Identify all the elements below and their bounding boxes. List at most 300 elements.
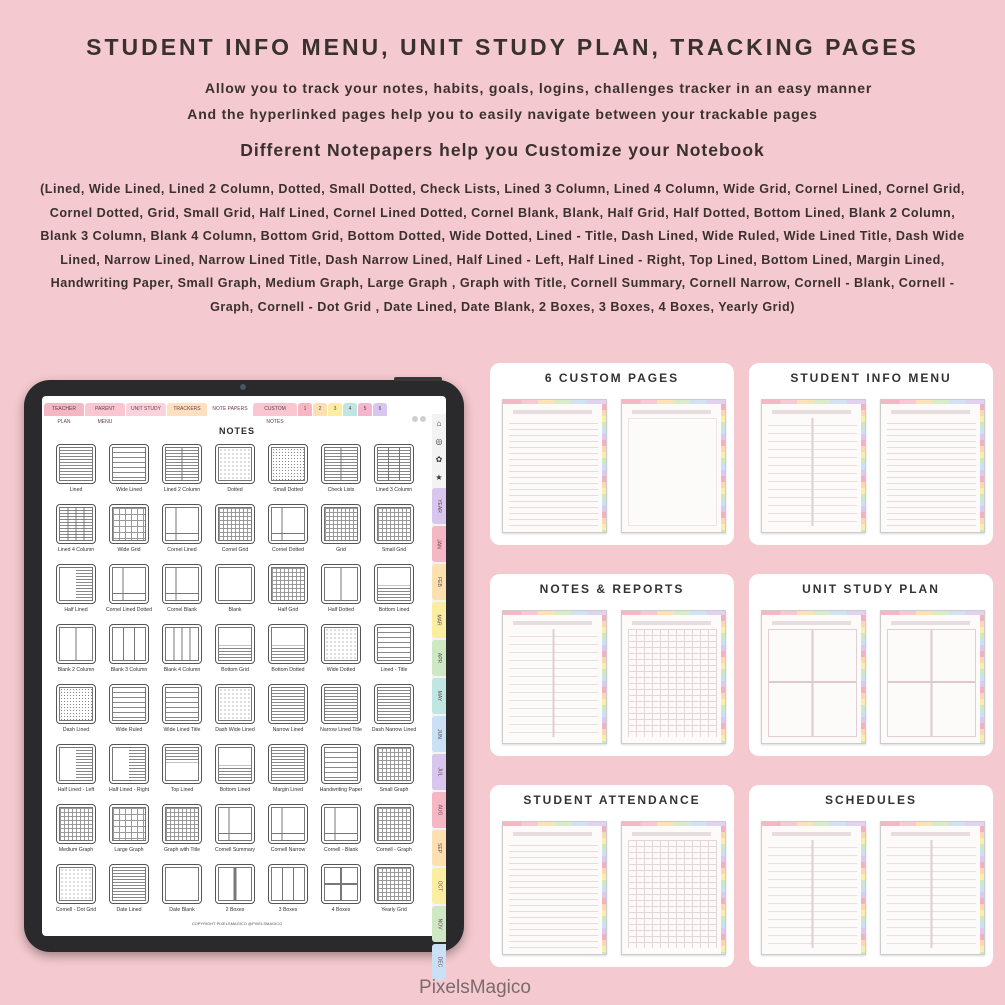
notepaper-item[interactable] [262,864,314,924]
notepaper-item[interactable] [156,444,208,504]
notepaper-thumbnail[interactable] [215,684,255,724]
notepaper-preview [377,627,411,661]
notepaper-thumbnail[interactable] [268,564,308,604]
preview-page-body [509,629,598,737]
brand-watermark: PixelsMagico [419,977,531,998]
sidebar-tab-oct[interactable] [432,868,446,904]
notepaper-label: Half Dotted [328,607,354,613]
page-title: STUDENT INFO MENU, UNIT STUDY PLAN, TRACKING PAGES [86,34,919,60]
notepaper-label: Cornel Grid [221,547,249,553]
notepaper-preview [377,507,411,541]
settings-icon[interactable]: ✿ [435,454,443,464]
notepaper-thumbnail[interactable] [162,864,202,904]
notepaper-item[interactable] [50,564,102,624]
preview-page-sidebar [602,615,606,743]
notepaper-thumbnail[interactable] [215,624,255,664]
notepaper-preview [112,447,146,481]
notepaper-preview [165,747,199,781]
notepaper-item[interactable] [156,684,208,744]
notepaper-thumbnail[interactable] [56,864,96,904]
preview-page-sidebar [721,615,725,743]
notepaper-label: Half Lined [64,607,88,613]
notepaper-preview [112,627,146,661]
notepaper-thumbnail[interactable] [109,624,149,664]
sidebar-tab-may[interactable] [432,678,446,714]
preview-page-tabs [762,822,865,826]
notepaper-preview [377,447,411,481]
notepaper-item[interactable] [262,564,314,624]
notepaper-label: Check Lists [327,487,355,493]
preview-card-title: 6 CUSTOM PAGES [544,371,680,385]
preview-page [502,821,607,955]
notepaper-label: 4 Boxes [331,907,351,913]
notepaper-thumbnail[interactable] [109,564,149,604]
sidebar-tab-jan[interactable] [432,526,446,562]
notepaper-thumbnail[interactable] [374,684,414,724]
notepaper-preview [218,867,252,901]
preview-card-title: STUDENT INFO MENU [790,371,952,385]
preview-page-tabs [503,822,606,826]
notepaper-thumbnail[interactable] [374,444,414,484]
notepaper-thumbnail[interactable] [321,504,361,544]
preview-page-tabs [762,611,865,615]
notepaper-preview [59,747,93,781]
notepaper-thumbnail[interactable] [56,564,96,604]
preview-card [490,363,734,545]
notepaper-preview [218,447,252,481]
notepaper-item[interactable] [368,564,420,624]
notepaper-thumbnail[interactable] [321,684,361,724]
notepaper-thumbnail[interactable] [374,744,414,784]
notepaper-item[interactable] [50,864,102,924]
tab-6[interactable]: 6 [373,403,387,416]
preview-page-body [628,629,717,737]
preview-page-body [509,840,598,948]
tab-parent-menu[interactable]: PARENT MENU [85,403,125,416]
notepaper-label: Medium Graph [58,847,94,853]
notepaper-item[interactable] [368,504,420,564]
notepaper-item[interactable] [315,744,367,804]
tab-3[interactable]: 3 [328,403,342,416]
preview-page-header [772,832,851,836]
notepaper-thumbnail[interactable] [109,444,149,484]
notepaper-preview [59,627,93,661]
notepaper-item[interactable] [262,744,314,804]
preview-card [490,574,734,756]
notepaper-preview [112,567,146,601]
preview-page-sidebar [980,404,984,532]
preview-page [761,610,866,744]
notepaper-item[interactable] [262,444,314,504]
notepaper-item[interactable] [368,684,420,744]
notepaper-item[interactable] [315,564,367,624]
notepaper-thumbnail[interactable] [268,744,308,784]
notepaper-item[interactable] [50,624,102,684]
tab-1[interactable]: 1 [298,403,312,416]
notepaper-label: Half Lined - Left [57,787,95,793]
notepaper-label: Date Lined [116,907,142,913]
notepaper-preview [324,627,358,661]
notepaper-thumbnail[interactable] [268,444,308,484]
notepaper-item[interactable] [368,864,420,924]
notepaper-item[interactable] [315,624,367,684]
preview-page-sidebar [602,404,606,532]
notepaper-item[interactable] [209,864,261,924]
notepaper-thumbnail[interactable] [268,624,308,664]
notepaper-item[interactable] [315,684,367,744]
notepaper-item[interactable] [315,444,367,504]
notepaper-item[interactable] [209,624,261,684]
preview-page-header [632,410,711,414]
notepaper-item[interactable] [368,444,420,504]
window-dot-icon [420,416,426,422]
notepaper-thumbnail[interactable] [321,804,361,844]
notepaper-item[interactable] [103,564,155,624]
notepaper-item[interactable] [368,744,420,804]
notepaper-preview [324,567,358,601]
preview-page [880,610,985,744]
notepaper-preview [271,627,305,661]
notepaper-preview [218,627,252,661]
notepaper-thumbnail[interactable] [162,504,202,544]
notepaper-preview [218,567,252,601]
preview-page [880,399,985,533]
notepaper-label: Cornel Dotted [271,547,304,553]
notepapers-heading: Different Notepapers help you Customize your Notebook [240,140,765,160]
notepaper-thumbnail[interactable] [268,864,308,904]
notepaper-thumbnail[interactable] [109,504,149,544]
notepaper-item[interactable] [315,864,367,924]
notepaper-item[interactable] [50,804,102,864]
sidebar-tab-label: NOV [436,918,442,930]
subtitle-line-1: Allow you to track your notes, habits, goals, logins, challenges tracker in an easy manner [204,80,873,96]
notepaper-label: Dash Lined [62,727,90,733]
notepaper-label: 2 Boxes [225,907,245,913]
notepaper-item[interactable] [209,444,261,504]
notepaper-preview [271,807,305,841]
notepaper-preview [271,447,305,481]
notepaper-item[interactable] [368,624,420,684]
notepaper-thumbnail[interactable] [56,744,96,784]
preview-page-header [632,621,711,625]
notepaper-item[interactable] [103,624,155,684]
preview-page-header [772,410,851,414]
notepaper-thumbnail[interactable] [268,684,308,724]
notepaper-label: Wide Dotted [326,667,356,673]
notepaper-item[interactable] [103,444,155,504]
notepaper-label: Lined 4 Column [57,547,95,553]
preview-page-body [768,840,857,948]
notepaper-label: Blank [228,607,242,613]
notepaper-thumbnail[interactable] [321,624,361,664]
preview-card-title: SCHEDULES [824,793,917,807]
notepaper-label: Lined [69,487,83,493]
notepaper-preview [324,687,358,721]
notepaper-label: Grid [336,547,346,553]
tab-2[interactable]: 2 [313,403,327,416]
sidebar-tab-mar[interactable] [432,602,446,638]
notepaper-label: Dash Narrow Lined [371,727,417,733]
notepaper-thumbnail[interactable] [109,744,149,784]
notepaper-thumbnail[interactable] [162,684,202,724]
notepaper-label: Yearly Grid [381,907,407,913]
notepaper-item[interactable] [156,624,208,684]
tab-trackers[interactable]: TRACKERS [167,403,207,416]
preview-page-tabs [503,611,606,615]
notepaper-thumbnail[interactable] [109,684,149,724]
notepaper-label: Narrow Lined [272,727,304,733]
notepaper-thumbnail[interactable] [109,864,149,904]
notepaper-thumbnail[interactable] [215,744,255,784]
notepaper-label: Cornell Summary [214,847,256,853]
preview-page-header [632,832,711,836]
sidebar-tab-apr[interactable] [432,640,446,676]
preview-page [761,399,866,533]
sidebar-tab-label: OCT [436,880,442,892]
notepaper-item[interactable] [315,804,367,864]
notepaper-preview [324,507,358,541]
notepaper-thumbnail[interactable] [374,624,414,664]
notepaper-item[interactable] [50,504,102,564]
notepaper-thumbnail[interactable] [56,684,96,724]
notepaper-item[interactable] [209,684,261,744]
notepaper-item[interactable] [156,864,208,924]
notepaper-thumbnail[interactable] [56,624,96,664]
notepaper-thumbnail[interactable] [215,504,255,544]
preview-page-tabs [503,400,606,404]
notepaper-label: Lined 3 Column [375,487,413,493]
notepaper-label: Cornell - Graph [376,847,412,853]
notepaper-thumbnail[interactable] [268,804,308,844]
tab-4[interactable]: 4 [343,403,357,416]
preview-page-tabs [881,400,984,404]
notepaper-preview [377,567,411,601]
notepaper-label: Blank 2 Column [57,667,95,673]
preview-page-body [509,418,598,526]
star-icon[interactable]: ★ [435,472,443,482]
notepaper-item[interactable] [209,504,261,564]
tab-note-papers[interactable]: NOTE PAPERS [208,403,252,416]
sidebar-tab-nov[interactable] [432,906,446,942]
notepaper-thumbnail[interactable] [321,444,361,484]
notepaper-item[interactable] [262,504,314,564]
notepaper-thumbnail[interactable] [215,804,255,844]
tab-5[interactable]: 5 [358,403,372,416]
preview-card-title: STUDENT ATTENDANCE [523,793,701,807]
notepaper-preview [59,507,93,541]
notepaper-thumbnail[interactable] [321,564,361,604]
notepaper-item[interactable] [262,624,314,684]
tablet-power-button [394,377,442,381]
preview-page-header [513,410,592,414]
sidebar-tab-feb[interactable] [432,564,446,600]
notepaper-preview [218,807,252,841]
preview-page-body [887,629,976,737]
notepaper-preview [377,807,411,841]
notepaper-preview [271,747,305,781]
home-icon[interactable]: ⌂ [436,418,442,428]
sidebar-tab-aug[interactable] [432,792,446,828]
sidebar-tab-sep[interactable] [432,830,446,866]
notepaper-label: Bottom Dotted [271,667,305,673]
notepaper-item[interactable] [209,744,261,804]
notepaper-item[interactable] [156,744,208,804]
notepaper-preview [112,747,146,781]
notepaper-thumbnail[interactable] [162,804,202,844]
notepaper-preview [59,807,93,841]
notepaper-preview [377,747,411,781]
notepaper-preview [271,867,305,901]
notepaper-thumbnail[interactable] [56,504,96,544]
preview-card-title: NOTES & REPORTS [539,582,685,596]
notepaper-label: 3 Boxes [278,907,298,913]
notepaper-label: Graph with Title [163,847,201,853]
notepaper-preview [218,507,252,541]
notepaper-item[interactable] [315,504,367,564]
preview-page [621,610,726,744]
tab-unit-study[interactable]: UNIT STUDY [126,403,166,416]
preview-page-body [768,418,857,526]
notepaper-label: Dash Wide Lined [215,727,255,733]
preview-page-body [768,629,857,737]
tablet-screen [42,396,446,968]
notepaper-label: Cornell - Dot Grid [55,907,97,913]
notepaper-label: Cornell Narrow [270,847,306,853]
notepaper-preview [112,687,146,721]
notepaper-thumbnail[interactable] [215,564,255,604]
notepaper-item[interactable] [103,864,155,924]
preview-page [621,399,726,533]
notepaper-preview [59,567,93,601]
notepaper-item[interactable] [103,744,155,804]
notepaper-item[interactable] [209,804,261,864]
notepaper-item[interactable] [103,504,155,564]
preview-page [502,610,607,744]
preview-page-tabs [881,611,984,615]
camera-icon [240,384,246,390]
preview-page-tabs [622,611,725,615]
notepaper-item[interactable] [209,564,261,624]
sidebar-tab-label: FEB [435,577,442,587]
sidebar-tab-dec[interactable] [432,944,446,980]
tab-custom-notes[interactable]: CUSTOM NOTES [253,403,297,416]
notepaper-item[interactable] [103,684,155,744]
preview-card [749,363,993,545]
preview-page-body [628,840,717,948]
notepaper-label: Cornel Blank [167,607,197,613]
sidebar-tab-label: APR [436,652,442,664]
notepaper-thumbnail[interactable] [162,624,202,664]
sidebar-tab-label: MAR [436,614,442,626]
tablet-mockup [24,380,464,968]
tab-teacher-plan[interactable]: TEACHER PLAN [44,403,84,416]
notepaper-thumbnail[interactable] [374,504,414,544]
notepaper-thumbnail[interactable] [374,804,414,844]
notepaper-label: Cornell - Blank [323,847,359,853]
notepaper-label: Narrow Lined Title [320,727,362,733]
sidebar-tab-label: JUL [436,767,442,777]
notepaper-preview [271,507,305,541]
notepaper-label: Cornel Lined Dotted [105,607,153,613]
notepaper-item[interactable] [156,504,208,564]
notepaper-item[interactable] [50,744,102,804]
notepaper-preview [218,747,252,781]
notepaper-item[interactable] [368,804,420,864]
month-sidebar [432,414,446,968]
preview-page-sidebar [721,826,725,954]
notepaper-label: Handwriting Paper [319,787,363,793]
notepaper-preview [165,507,199,541]
preview-page-header [891,621,970,625]
notepaper-label: Wide Lined Title [163,727,201,733]
notepaper-label: Blank 3 Column [110,667,148,673]
notepaper-thumbnail[interactable] [56,804,96,844]
sidebar-tab-jun[interactable] [432,716,446,752]
window-dot-icon [412,416,418,422]
notepaper-preview [59,447,93,481]
preview-page-header [891,832,970,836]
preview-page [880,821,985,955]
notepaper-preview [165,627,199,661]
preview-page-header [513,621,592,625]
notes-title: NOTES [218,426,255,436]
target-icon[interactable]: ◎ [435,436,443,446]
notepaper-item[interactable] [156,564,208,624]
notepaper-item[interactable] [262,804,314,864]
preview-page-tabs [881,822,984,826]
notepaper-thumbnail[interactable] [215,444,255,484]
preview-page-header [891,410,970,414]
notepaper-item[interactable] [103,804,155,864]
notepaper-preview [218,687,252,721]
preview-page-body [887,418,976,526]
notepaper-thumbnail[interactable] [374,564,414,604]
sidebar-tab-year[interactable] [432,488,446,524]
notepaper-item[interactable] [50,684,102,744]
notepaper-preview [271,687,305,721]
notepaper-thumbnail[interactable] [162,744,202,784]
notepaper-preview [377,867,411,901]
notepaper-label: Bottom Grid [221,667,249,673]
sidebar-tab-label: SEP [435,842,442,854]
sidebar-tab-jul[interactable] [432,754,446,790]
notepaper-item[interactable] [156,804,208,864]
preview-card [490,785,734,967]
notepaper-thumbnail[interactable] [56,444,96,484]
notepapers-list: (Lined, Wide Lined, Lined 2 Column, Dotted, Small Dotted, Check Lists, Lined 3 Column, Lined 4 Column, Wide Grid, Cornel Lined, Cornel Grid, Cornel Dotted, Grid, Small Grid, Half Lined, Cornel Lined Dotted, Cornel Blank, Blank, Half Grid, Half Dotted, Bottom Lined, Blank 2 Column, Blank 3 Column, Blank 4 Column, Bottom Grid, Bottom Dotted, Wide Dotted, Lined - Title, Dash Lined, Wide Ruled, Wide Lined Title, Dash Wide Lined, Narrow Lined, Narrow Lined Title, Dash Narrow Lined, Half Lined - Left, Half Lined - Right, Top Lined, Bottom Lined, Margin Lined, Handwriting Paper, Small Graph, Medium Graph, Large Graph , Graph with Title, Cornell Summary, Cornell Narrow, Cornell - Blank, Cornell - Graph, Cornell - Dot Grid , Date Lined, Date Blank, 2 Boxes, 3 Boxes, 4 Boxes, Yearly Grid) [40,182,965,314]
notepaper-label: Cornel Lined [167,547,197,553]
preview-page-header [513,832,592,836]
notepaper-thumbnail[interactable] [321,744,361,784]
notepaper-thumbnail[interactable] [162,444,202,484]
notepaper-label: Small Dotted [273,487,303,493]
notepaper-thumbnail[interactable] [109,804,149,844]
notepaper-item[interactable] [262,684,314,744]
preview-page-sidebar [861,826,865,954]
notepaper-preview [165,567,199,601]
notepaper-item[interactable] [50,444,102,504]
notepaper-label: Dotted [227,487,243,493]
notepaper-thumbnail[interactable] [215,864,255,904]
notepaper-label: Blank 4 Column [163,667,201,673]
notepaper-thumbnail[interactable] [374,864,414,904]
notepaper-thumbnail[interactable] [162,564,202,604]
notepaper-preview [324,747,358,781]
notepaper-thumbnail[interactable] [321,864,361,904]
notepaper-preview [165,447,199,481]
notepaper-preview [324,807,358,841]
notepaper-thumbnail[interactable] [268,504,308,544]
